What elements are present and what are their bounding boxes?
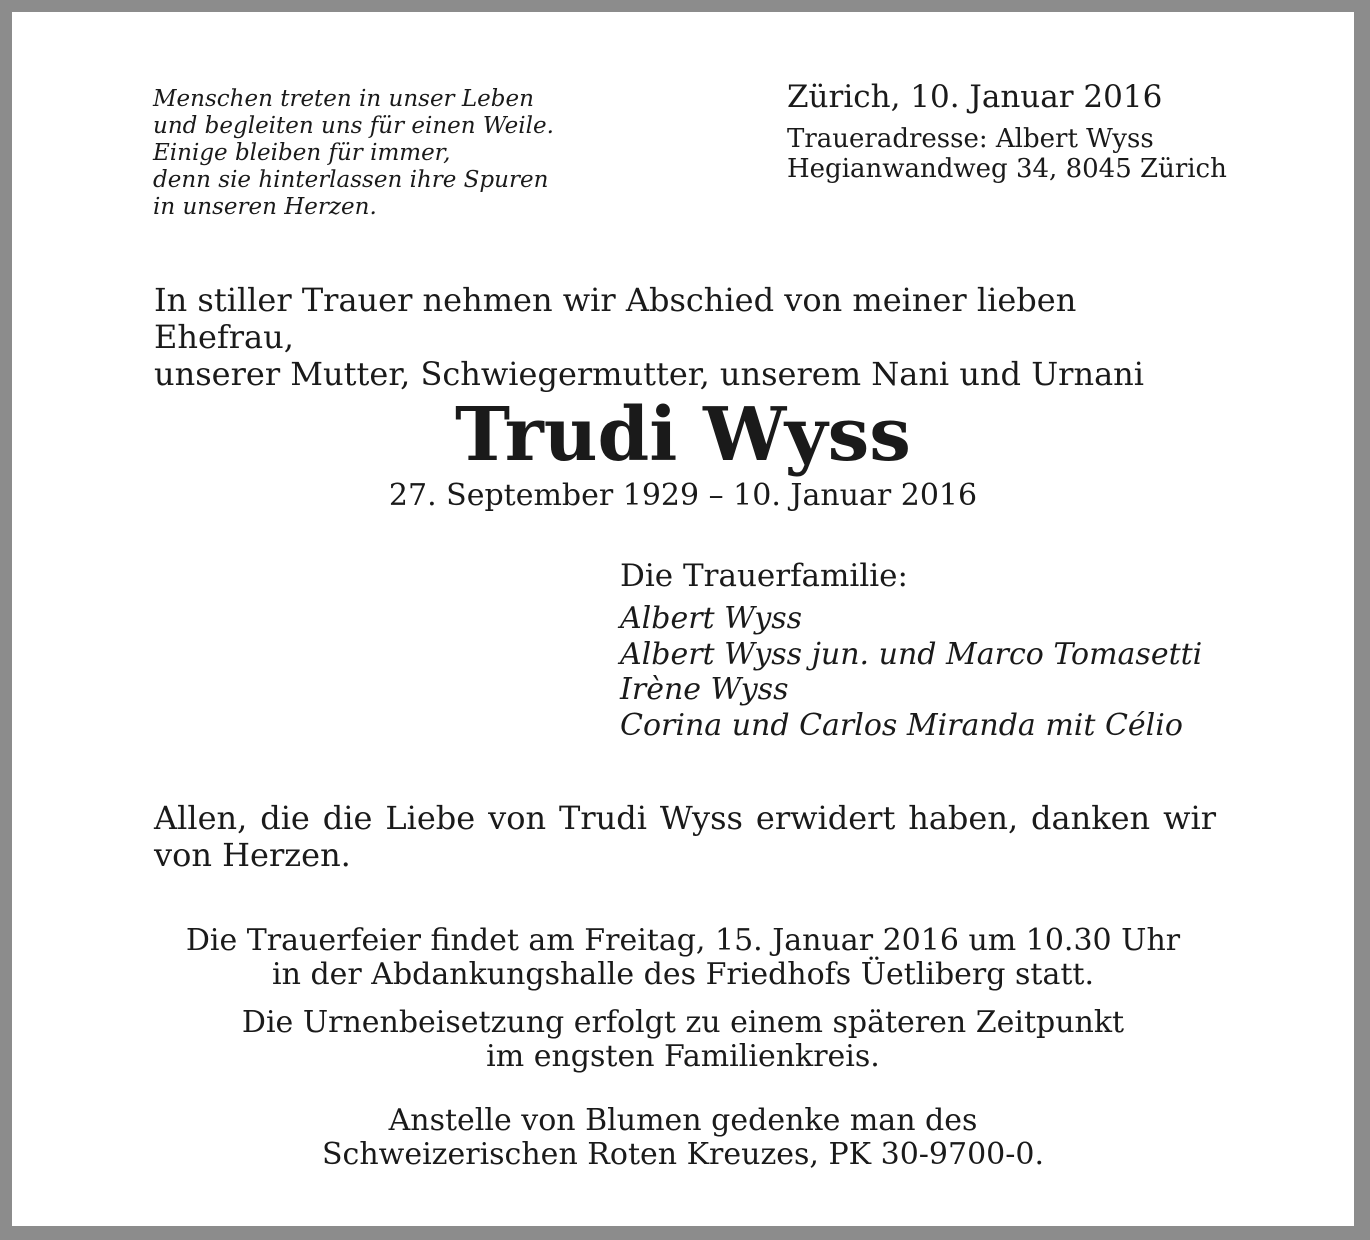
- intro-line: unserer Mutter, Schwiegermutter, unserem Nani und Urnani: [154, 355, 1144, 393]
- address-line: Hegianwandweg 34, 8045 Zürich: [787, 154, 1227, 184]
- thanks-text: Allen, die die Liebe von Trudi Wyss erwidert haben, danken wir von Herzen.: [154, 799, 1216, 874]
- motto-line: Einige bleiben für immer,: [153, 140, 451, 166]
- mourning-address: [787, 124, 1227, 184]
- family-member: Irène Wyss: [620, 672, 789, 707]
- urn-burial-info: [12, 1006, 1354, 1074]
- family-members: [620, 601, 1202, 743]
- motto-line: und begleiten uns für einen Weile.: [153, 113, 554, 139]
- family-member: Corina und Carlos Miranda mit Célio: [620, 707, 1183, 743]
- motto-line: Menschen treten in unser Leben: [153, 86, 534, 112]
- ceremony-info: [12, 924, 1354, 992]
- urn-line: im engsten Familienkreis.: [486, 1039, 880, 1074]
- donation-info: [12, 1104, 1354, 1172]
- place-date: Zürich, 10. Januar 2016: [787, 79, 1163, 115]
- lifespan-dates: 27. September 1929 – 10. Januar 2016: [388, 478, 978, 513]
- family-member: Albert Wyss jun. und Marco Tomasetti: [620, 636, 1203, 672]
- donation-line: Anstelle von Blumen gedenke man des: [388, 1103, 978, 1138]
- family-heading: Die Trauerfamilie:: [620, 558, 908, 594]
- motto-poem: [153, 86, 673, 221]
- intro-line: In stiller Trauer nehmen wir Abschied von meiner lieben Ehefrau,: [154, 281, 1077, 356]
- address-line: Traueradresse: Albert Wyss: [787, 124, 1154, 154]
- urn-line: Die Urnenbeisetzung erfolgt zu einem späteren Zeitpunkt: [241, 1005, 1125, 1040]
- intro-text: [154, 282, 1224, 393]
- ceremony-line: in der Abdankungshalle des Friedhofs Üetliberg statt.: [272, 957, 1094, 992]
- motto-line: denn sie hinterlassen ihre Spuren: [153, 167, 549, 193]
- donation-line: Schweizerischen Roten Kreuzes, PK 30-9700-0.: [321, 1137, 1045, 1172]
- family-member: Albert Wyss: [620, 601, 803, 636]
- motto-line: in unseren Herzen.: [153, 194, 377, 220]
- deceased-name: Trudi Wyss: [455, 392, 911, 478]
- obituary-page: [12, 12, 1354, 1226]
- ceremony-line: Die Trauerfeier findet am Freitag, 15. Januar 2016 um 10.30 Uhr: [185, 923, 1181, 958]
